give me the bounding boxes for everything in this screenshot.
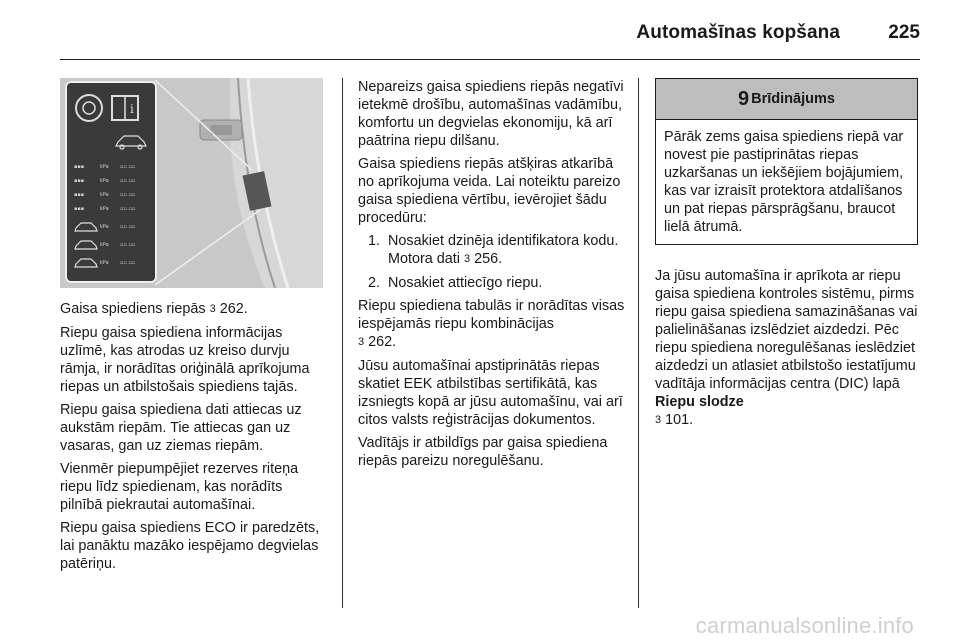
paragraph-cold-tires: Riepu gaisa spiediena dati attiecas uz aukstām riepām. Tie attiecas gan uz vasaras, gan uz ziemas riepām. <box>60 402 302 454</box>
tire-pressure-label-illustration <box>60 78 323 288</box>
right-column <box>655 267 925 435</box>
left-column <box>60 300 328 578</box>
svg-text:▫▫ ▫▫: ▫▫ ▫▫ <box>120 242 136 248</box>
warning-icon: 9 <box>738 88 750 110</box>
xref-arrow-icon: 3 <box>464 253 471 265</box>
chapter-title: Automašīnas kopšana <box>636 22 840 43</box>
paragraph-tpms: Ja jūsu automašīna ir aprīkota ar riepu gaisa spiediena kontroles sistēmu, pirms riepu gaisa spiediena samazināšanas vai palielināšanas izslēdziet aizdedzi. Pēc riepu spiediena noregulēšanas ieslēdziet aizdedzi un atlasiet atbilstošo iestatījumu vadītāja informācijas centra (DIC) lapā Riepu slodze 3 101. <box>655 268 918 428</box>
svg-text:▪▪▪: ▪▪▪ <box>74 178 85 184</box>
xref-arrow-icon: 3 <box>209 303 216 315</box>
xref-link[interactable]: 262. <box>364 334 397 350</box>
paragraph-pressure-tables: Riepu spiediena tabulās ir norādītas visas iespējamās riepu kombinācijas 3 262. <box>358 298 625 350</box>
svg-text:kPa: kPa <box>100 224 109 230</box>
svg-text:▫▫ ▫▫: ▫▫ ▫▫ <box>120 192 136 198</box>
middle-column <box>358 78 628 475</box>
xref-link[interactable]: 101. <box>661 412 694 428</box>
paragraph-procedure-intro: Gaisa spiediens riepās atšķiras atkarībā no aprīkojuma veida. Lai noteiktu pareizo gaisa spiediena vērtību, ievērojiet šādu procedūru: <box>358 156 621 226</box>
svg-text:kPa: kPa <box>100 192 109 198</box>
paragraph-pressure-ref: Gaisa spiediens riepās 3 262. <box>60 301 248 317</box>
warning-body: Pārāk zems gaisa spiediens riepā var novest pie pastiprinātas riepas uzkaršanas un iekšējiem bojājumiem, kas var izraisīt protektora atdalīšanos un pat riepas pārsprāgšanu, braucot lielā ātrumā. <box>664 129 904 235</box>
paragraph-spare-tire: Vienmēr piepumpējiet rezerves riteņa riepu līdz spiedienam, kas norādīts pilnībā piekrautai automašīnai. <box>60 461 299 513</box>
paragraph-eec-certificate: Jūsu automašīnai apstiprinātās riepas skatiet EEK atbilstības sertifikātā, kas izsniegts kopā ar jūsu automašīnu, vai arī citos valsts reģistrācijas dokumentos. <box>358 358 623 428</box>
xref-arrow-icon: 3 <box>358 336 365 348</box>
svg-text:▫▫ ▫▫: ▫▫ ▫▫ <box>120 224 136 230</box>
paragraph-driver-responsible: Vadītājs ir atbildīgs par gaisa spiediena riepās pareizu noregulēšanu. <box>358 435 608 469</box>
warning-box <box>655 78 918 245</box>
page-number: 225 <box>888 22 920 43</box>
svg-text:kPa: kPa <box>100 206 109 212</box>
procedure-steps <box>358 232 628 292</box>
svg-text:▪▪▪: ▪▪▪ <box>74 206 85 212</box>
column-divider-left <box>342 78 343 608</box>
page-header <box>0 0 960 60</box>
svg-text:i: i <box>130 102 134 116</box>
list-item: 1. Nosakiet dzinēja identifikatora kodu. Motora dati 3 256. <box>384 232 628 269</box>
paragraph-eco: Riepu gaisa spiediens ECO ir paredzēts, lai panāktu mazāko iespējamo degvielas patēriņu. <box>60 520 320 572</box>
svg-text:kPa: kPa <box>100 242 109 248</box>
warning-header <box>656 79 917 120</box>
column-divider-right <box>638 78 639 608</box>
svg-text:▫▫ ▫▫: ▫▫ ▫▫ <box>120 260 136 266</box>
svg-text:kPa: kPa <box>100 260 109 266</box>
svg-text:kPa: kPa <box>100 178 109 184</box>
header-rule <box>60 59 920 60</box>
list-item: 2. Nosakiet attiecīgo riepu. <box>384 274 628 292</box>
paragraph-label-info: Riepu gaisa spiediena informācijas uzlīmē, kas atrodas uz kreiso durvju rāmja, ir norādītas oriģinālā aprīkojuma riepas un atbilstošais spiediens tajās. <box>60 325 310 395</box>
paragraph-incorrect-pressure: Nepareizs gaisa spiediens riepās negatīvi ietekmē drošību, automašīnas vadāmību, komfortu un degvielas ekonomiju, kā arī paātrina riepu dilšanu. <box>358 79 624 149</box>
svg-text:kPa: kPa <box>100 164 109 170</box>
svg-text:▪▪▪: ▪▪▪ <box>74 164 85 170</box>
tire-pressure-label-figure <box>60 78 323 288</box>
svg-text:▪▪▪: ▪▪▪ <box>74 192 85 198</box>
xref-link[interactable]: 262. <box>215 301 248 317</box>
xref-arrow-icon: 3 <box>655 414 662 426</box>
xref-link[interactable]: 256. <box>470 251 503 267</box>
svg-text:▫▫ ▫▫: ▫▫ ▫▫ <box>120 164 136 170</box>
menu-item-tire-load: Riepu slodze <box>655 394 744 410</box>
svg-text:▫▫ ▫▫: ▫▫ ▫▫ <box>120 178 136 184</box>
warning-title: Brīdinājums <box>751 91 835 107</box>
svg-text:▫▫ ▫▫: ▫▫ ▫▫ <box>120 206 136 212</box>
watermark: carmanualsonline.info <box>695 613 914 638</box>
